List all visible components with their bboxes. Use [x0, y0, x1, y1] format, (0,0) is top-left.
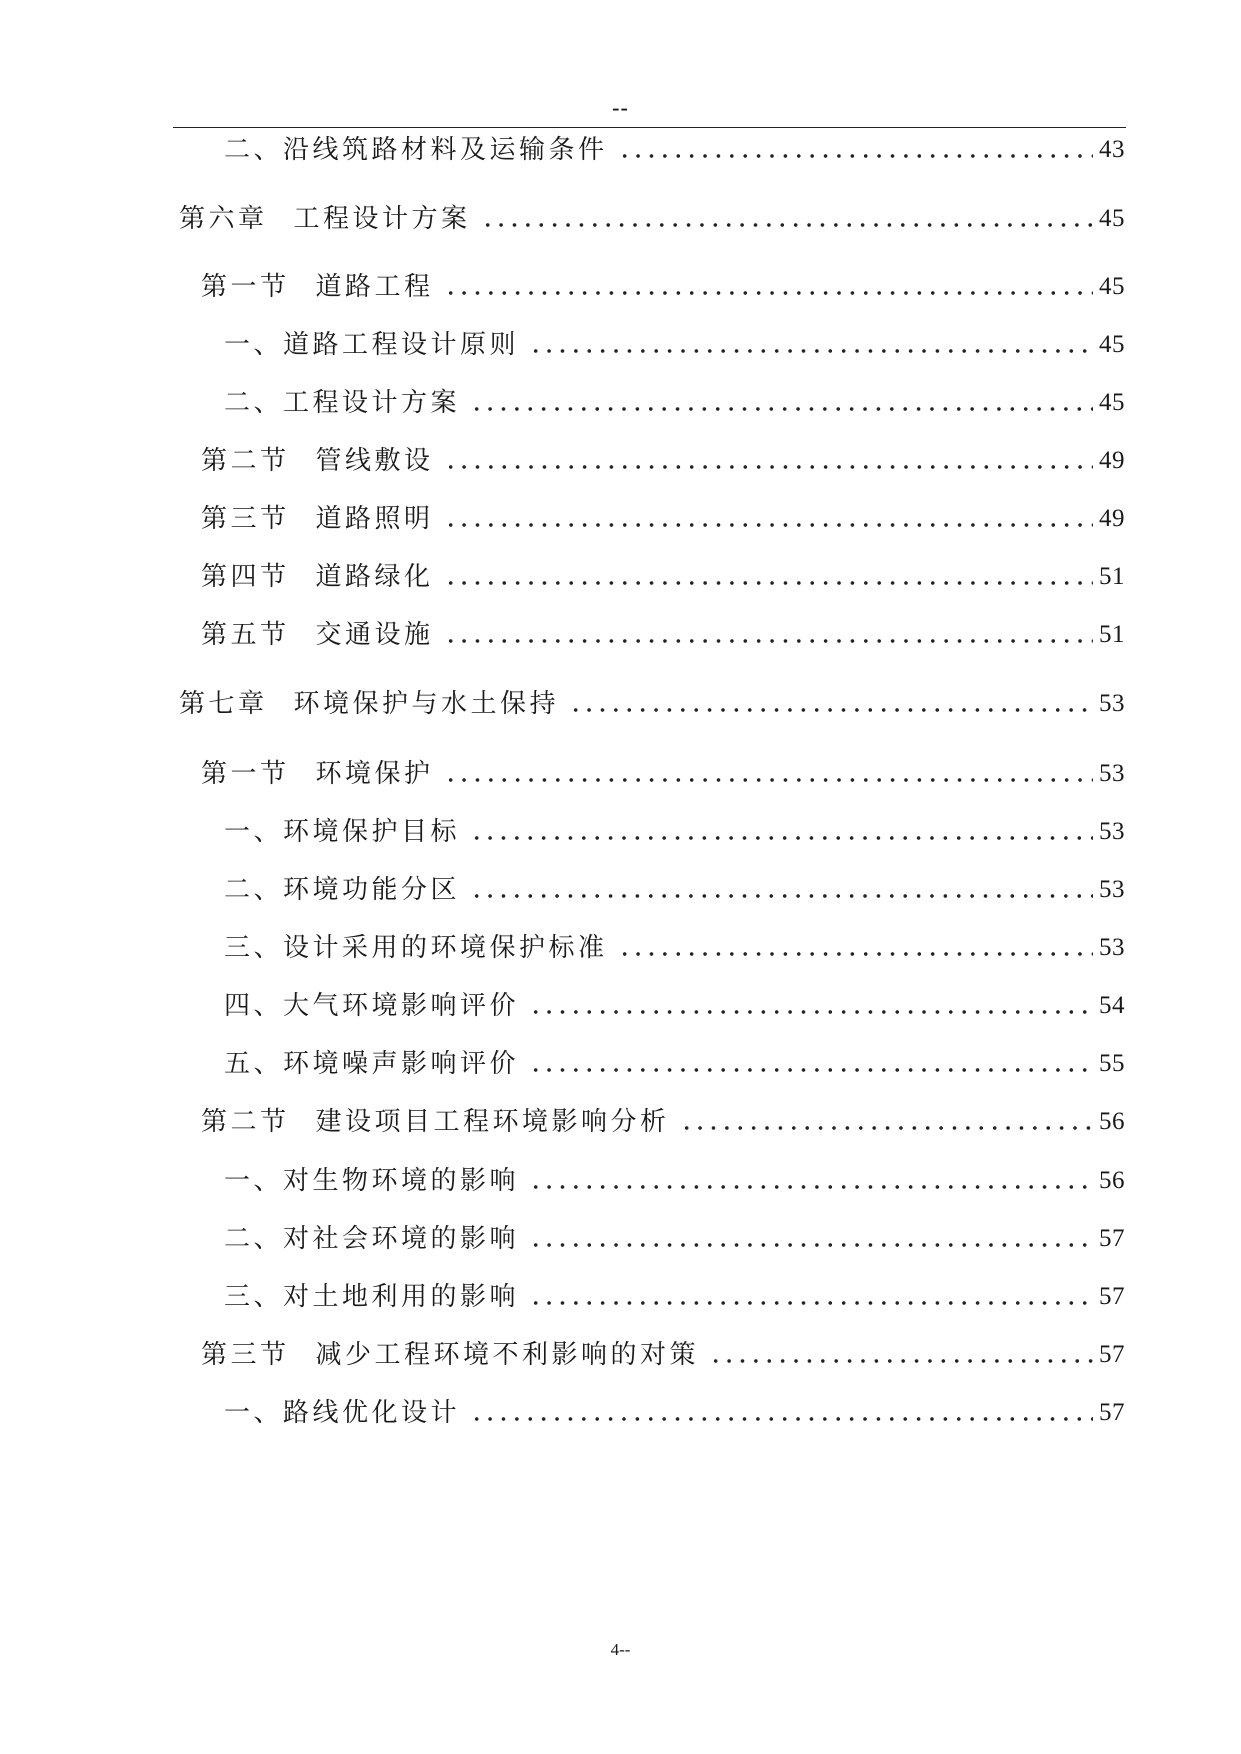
toc-entry[interactable] [224, 981, 1125, 1021]
toc-entry-number: 第六章 [179, 204, 268, 234]
toc-entry-label [224, 388, 460, 418]
toc-entry-title: 道路工程设计原则 [283, 330, 520, 360]
toc-entry-title: 路线优化设计 [283, 1398, 461, 1428]
toc-entry-number: 第三节 [201, 1340, 290, 1370]
toc-entry-page-number: 53 [1099, 876, 1125, 903]
toc-entry-label [224, 135, 608, 165]
dot-leader [618, 153, 1093, 159]
toc-entry[interactable] [179, 194, 1125, 234]
toc-entry-title: 管线敷设 [315, 446, 434, 476]
toc-entry-number: 第七章 [179, 689, 268, 719]
toc-entry-label [201, 504, 434, 534]
toc-entry-title: 环境噪声影响评价 [283, 1049, 520, 1079]
toc-entry-number: 二、 [224, 135, 284, 165]
toc-entry-page-number: 57 [1099, 1225, 1125, 1252]
toc-entry-title: 环境保护目标 [283, 817, 461, 847]
dot-leader [470, 835, 1093, 841]
dot-leader [481, 222, 1093, 228]
toc-entry-number: 一、 [224, 330, 284, 360]
toc-entry-label [179, 689, 559, 719]
toc-entry-label [201, 562, 434, 592]
dot-leader [529, 1009, 1093, 1015]
toc-entry[interactable] [224, 1039, 1125, 1079]
toc-entry-number: 四、 [224, 991, 284, 1021]
toc-entry-page-number: 43 [1099, 136, 1125, 163]
toc-entry-page-number: 56 [1099, 1167, 1125, 1194]
toc-entry-label [224, 991, 519, 1021]
toc-entry-page-number: 56 [1099, 1108, 1125, 1135]
toc-entry-label [224, 817, 460, 847]
toc-entry-title: 对生物环境的影响 [283, 1166, 520, 1196]
dot-leader [529, 348, 1093, 354]
toc-entry-title: 对土地利用的影响 [283, 1282, 520, 1312]
toc-entry[interactable] [201, 1097, 1125, 1137]
toc-entry-page-number: 53 [1099, 760, 1125, 787]
toc-entry-label [224, 330, 519, 360]
toc-entry-number: 一、 [224, 1166, 284, 1196]
toc-entry-label [224, 1166, 519, 1196]
toc-entry-number: 第四节 [201, 562, 290, 592]
dot-leader [529, 1242, 1093, 1248]
dot-leader [529, 1300, 1093, 1306]
toc-entry-number: 第二节 [201, 446, 290, 476]
toc-entry-title: 环境保护与水土保持 [293, 689, 560, 719]
toc-entry-title: 大气环境影响评价 [283, 991, 520, 1021]
toc-entry-page-number: 45 [1099, 331, 1125, 358]
toc-entry[interactable] [201, 1330, 1125, 1370]
dot-leader [444, 777, 1093, 783]
toc-entry-label [201, 759, 434, 789]
toc-entry-label [224, 933, 608, 963]
toc-entry[interactable] [224, 378, 1125, 418]
dot-leader [470, 893, 1093, 899]
toc-entry-label [224, 1282, 519, 1312]
toc-entry-title: 交通设施 [315, 620, 434, 650]
toc-entry-page-number: 53 [1099, 818, 1125, 845]
toc-entry-label [179, 204, 471, 234]
toc-entry[interactable] [201, 610, 1125, 650]
toc-entry-number: 第一节 [201, 272, 290, 302]
dot-leader [680, 1125, 1093, 1131]
toc-entry-title: 工程设计方案 [293, 204, 471, 234]
dot-leader [618, 951, 1093, 957]
dot-leader [444, 290, 1093, 296]
toc-entry-label [201, 1340, 699, 1370]
toc-entry[interactable] [201, 494, 1125, 534]
dot-leader [569, 707, 1093, 713]
toc-entry[interactable] [224, 1272, 1125, 1312]
toc-entry-number: 三、 [224, 1282, 284, 1312]
toc-entry[interactable] [224, 1156, 1125, 1196]
toc-entry-title: 环境功能分区 [283, 875, 461, 905]
dot-leader [529, 1067, 1093, 1073]
toc-entry-number: 第三节 [201, 504, 290, 534]
toc-entry-label [201, 1107, 670, 1137]
toc-entry[interactable] [201, 436, 1125, 476]
toc-entry[interactable] [201, 552, 1125, 592]
toc-entry[interactable] [224, 865, 1125, 905]
toc-entry-title: 建设项目工程环境影响分析 [315, 1107, 670, 1137]
toc-entry-page-number: 53 [1099, 690, 1125, 717]
toc-entry-label [201, 620, 434, 650]
toc-entry-title: 沿线筑路材料及运输条件 [283, 135, 608, 165]
toc-entry-label [224, 875, 460, 905]
toc-entry-title: 减少工程环境不利影响的对策 [315, 1340, 700, 1370]
toc-entry-page-number: 51 [1099, 621, 1125, 648]
toc-entry-number: 二、 [224, 875, 284, 905]
dot-leader [709, 1358, 1093, 1364]
toc-entry-label [224, 1398, 460, 1428]
toc-entry-label [224, 1224, 519, 1254]
toc-entry[interactable] [224, 1388, 1125, 1428]
toc-entry-title: 环境保护 [315, 759, 434, 789]
dot-leader [444, 580, 1093, 586]
dot-leader [444, 638, 1093, 644]
toc-entry-page-number: 45 [1099, 205, 1125, 232]
toc-entry-page-number: 51 [1099, 563, 1125, 590]
toc-entry-title: 道路绿化 [315, 562, 434, 592]
toc-entry[interactable] [224, 125, 1125, 165]
toc-entry-page-number: 45 [1099, 273, 1125, 300]
toc-entry-number: 第一节 [201, 759, 290, 789]
toc-entry-number: 一、 [224, 1398, 284, 1428]
dot-leader [444, 464, 1093, 470]
toc-entry-number: 第五节 [201, 620, 290, 650]
page-number-footer: 4-- [610, 1640, 631, 1659]
toc-entry-page-number: 45 [1099, 389, 1125, 416]
toc-entry-number: 一、 [224, 817, 284, 847]
dot-leader [444, 522, 1093, 528]
toc-entry-page-number: 57 [1099, 1399, 1125, 1426]
toc-entry[interactable] [224, 923, 1125, 963]
toc-entry-page-number: 57 [1099, 1341, 1125, 1368]
dot-leader [470, 406, 1093, 412]
toc-entry-page-number: 49 [1099, 447, 1125, 474]
toc-entry-page-number: 53 [1099, 934, 1125, 961]
toc-entry-page-number: 55 [1099, 1050, 1125, 1077]
toc-entry-label [224, 1049, 519, 1079]
toc-entry[interactable] [201, 262, 1125, 302]
toc-entry-page-number: 57 [1099, 1283, 1125, 1310]
toc-entry-page-number: 49 [1099, 505, 1125, 532]
toc-entry-number: 三、 [224, 933, 284, 963]
toc-entry-number: 五、 [224, 1049, 284, 1079]
page-header-mark: -- [612, 95, 629, 120]
toc-entry[interactable] [224, 320, 1125, 360]
toc-entry[interactable] [179, 679, 1125, 719]
toc-entry-title: 工程设计方案 [283, 388, 461, 418]
toc-entry-title: 道路照明 [315, 504, 434, 534]
toc-entry[interactable] [224, 1214, 1125, 1254]
toc-entry-number: 第二节 [201, 1107, 290, 1137]
toc-entry-title: 对社会环境的影响 [283, 1224, 520, 1254]
toc-entry-title: 设计采用的环境保护标准 [283, 933, 608, 963]
dot-leader [470, 1416, 1093, 1422]
toc-entry[interactable] [201, 749, 1125, 789]
toc-entry-number: 二、 [224, 388, 284, 418]
toc-entry-title: 道路工程 [315, 272, 434, 302]
toc-entry-label [201, 446, 434, 476]
toc-entry-page-number: 54 [1099, 992, 1125, 1019]
dot-leader [529, 1184, 1093, 1190]
toc-entry[interactable] [224, 807, 1125, 847]
toc-entry-label [201, 272, 434, 302]
toc-entry-number: 二、 [224, 1224, 284, 1254]
